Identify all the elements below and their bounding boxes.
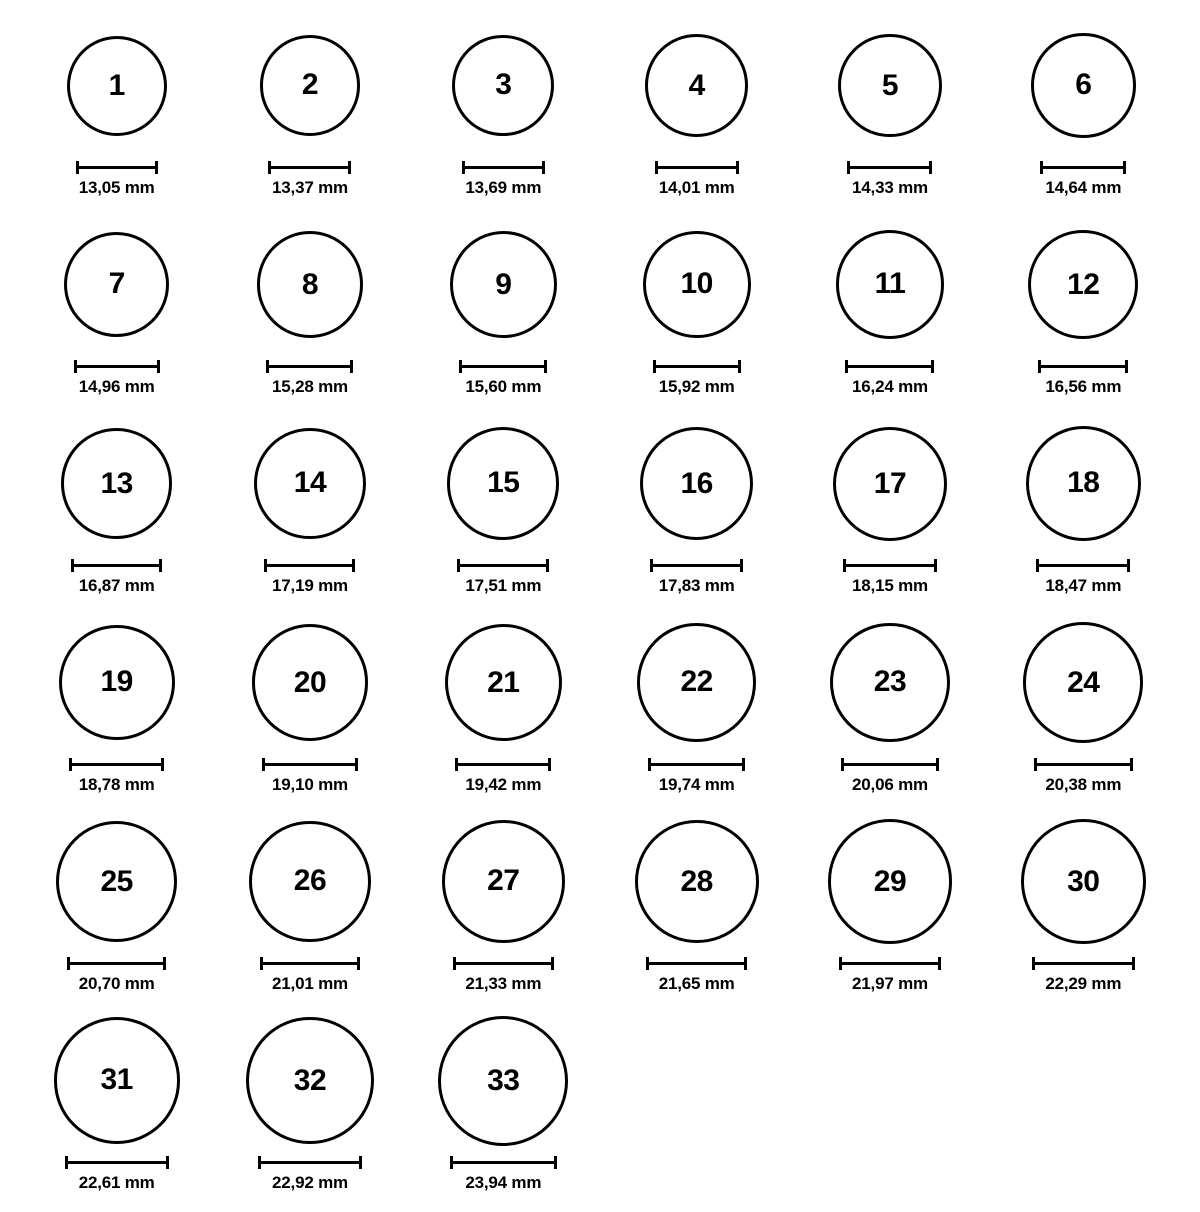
diameter-label: 13,37 mm <box>272 178 348 197</box>
ring-size-number: 19 <box>100 665 133 699</box>
ring-size-cell <box>793 416 986 615</box>
diameter-label: 22,29 mm <box>1045 974 1122 993</box>
ring-circle <box>452 35 554 137</box>
measure-cap-right-icon <box>931 360 934 373</box>
measure-cap-left-icon <box>455 758 458 771</box>
diameter-measure-bar <box>843 557 937 571</box>
measure-cap-right-icon <box>936 758 939 771</box>
ring-size-cell <box>213 18 406 217</box>
measure-cap-right-icon <box>1132 957 1135 970</box>
measure-cap-right-icon <box>548 758 551 771</box>
measure-cap-left-icon <box>453 957 456 970</box>
ring-size-number: 21 <box>487 665 520 699</box>
diameter-measure-bar <box>262 756 358 770</box>
diameter-measure-bar <box>450 1154 557 1168</box>
diameter-label: 18,15 mm <box>852 576 928 595</box>
ring-circle <box>59 625 175 741</box>
ring-circle <box>1031 33 1135 137</box>
ring-circle <box>438 1016 568 1146</box>
diameter-measure-bar <box>455 756 551 770</box>
ring-circle <box>67 36 167 136</box>
measure-cap-right-icon <box>161 758 164 771</box>
diameter-label: 19,42 mm <box>465 775 542 794</box>
diameter-measure-bar <box>67 955 166 969</box>
ring-size-number: 18 <box>1067 466 1100 500</box>
ring-size-cell <box>213 217 406 416</box>
ring-size-cell <box>987 814 1180 1013</box>
ring-circle <box>635 820 759 944</box>
ring-size-number: 23 <box>873 665 907 699</box>
ring-circle-wrap <box>1028 217 1138 352</box>
ring-circle <box>637 623 755 741</box>
diameter-measure-bar <box>847 159 932 173</box>
diameter-label: 22,92 mm <box>272 1173 348 1192</box>
diameter-label: 16,87 mm <box>78 576 155 595</box>
measure-cap-left-icon <box>457 559 460 572</box>
diameter-label: 16,56 mm <box>1045 377 1122 396</box>
ring-size-cell <box>407 18 600 217</box>
ring-size-number: 6 <box>1075 68 1092 102</box>
diameter-measure-bar <box>71 557 162 571</box>
measure-cap-left-icon <box>67 957 70 970</box>
measure-cap-left-icon <box>655 161 658 174</box>
ring-circle-wrap <box>246 1013 373 1148</box>
measure-cap-left-icon <box>1040 161 1043 174</box>
ring-circle-wrap <box>640 416 753 551</box>
measure-cap-right-icon <box>551 957 554 970</box>
diameter-label: 15,28 mm <box>272 377 348 396</box>
ring-size-number: 1 <box>108 68 125 102</box>
ring-size-number: 16 <box>680 466 713 500</box>
measure-cap-left-icon <box>646 957 649 970</box>
diameter-measure-bar <box>650 557 743 571</box>
measure-cap-right-icon <box>1127 559 1130 572</box>
diameter-measure-bar <box>646 955 747 969</box>
ring-circle-wrap <box>252 615 369 750</box>
ring-circle-wrap <box>257 217 363 352</box>
ring-circle-wrap <box>56 814 177 949</box>
measure-cap-right-icon <box>348 161 351 174</box>
diameter-label: 14,64 mm <box>1045 178 1122 197</box>
ring-circle <box>252 624 369 741</box>
ring-circle <box>61 428 172 539</box>
ring-circle-wrap <box>67 18 167 153</box>
diameter-measure-bar <box>74 358 160 372</box>
measure-cap-left-icon <box>71 559 74 572</box>
ring-circle-wrap <box>260 18 361 153</box>
ring-size-number: 32 <box>293 1063 327 1097</box>
diameter-label: 20,38 mm <box>1045 775 1122 794</box>
ring-size-cell <box>793 18 986 217</box>
ring-size-number: 4 <box>688 68 705 102</box>
measure-cap-left-icon <box>845 360 848 373</box>
diameter-label: 16,24 mm <box>852 377 928 396</box>
ring-size-number: 31 <box>100 1063 133 1097</box>
diameter-label: 21,65 mm <box>658 974 735 993</box>
ring-circle <box>1028 230 1138 340</box>
ring-size-number: 25 <box>100 864 133 898</box>
measure-cap-left-icon <box>1036 559 1039 572</box>
ring-size-number: 27 <box>487 864 520 898</box>
ring-size-number: 30 <box>1067 864 1100 898</box>
ring-size-number: 7 <box>108 267 125 301</box>
measure-cap-right-icon <box>1123 161 1126 174</box>
measure-cap-right-icon <box>352 559 355 572</box>
diameter-measure-bar <box>1036 557 1130 571</box>
ring-size-cell <box>600 217 793 416</box>
ring-circle <box>56 821 177 942</box>
diameter-measure-bar <box>453 955 554 969</box>
diameter-label: 17,51 mm <box>465 576 542 595</box>
ring-circle-wrap <box>830 615 949 750</box>
ring-size-cell <box>213 1013 406 1212</box>
diameter-label: 13,69 mm <box>465 178 542 197</box>
ring-circle <box>1026 426 1141 541</box>
diameter-measure-bar <box>1032 955 1135 969</box>
ring-circle-wrap <box>447 416 559 551</box>
diameter-measure-bar <box>76 159 158 173</box>
ring-size-number: 24 <box>1067 665 1100 699</box>
diameter-label: 14,01 mm <box>658 178 735 197</box>
ring-size-number: 29 <box>873 864 907 898</box>
ring-size-cell <box>600 18 793 217</box>
ring-circle <box>64 232 169 337</box>
ring-circle <box>249 821 371 943</box>
diameter-label: 19,74 mm <box>658 775 735 794</box>
ring-circle <box>447 427 559 539</box>
measure-cap-right-icon <box>938 957 941 970</box>
diameter-label: 14,96 mm <box>78 377 155 396</box>
ring-circle <box>828 819 953 944</box>
measure-cap-left-icon <box>459 360 462 373</box>
measure-cap-left-icon <box>264 559 267 572</box>
diameter-measure-bar <box>1040 159 1126 173</box>
ring-size-number: 26 <box>293 864 327 898</box>
ring-size-number: 17 <box>873 466 907 500</box>
measure-cap-right-icon <box>1130 758 1133 771</box>
ring-circle <box>645 34 748 137</box>
diameter-measure-bar <box>260 955 360 969</box>
measure-cap-left-icon <box>843 559 846 572</box>
measure-cap-right-icon <box>929 161 932 174</box>
ring-circle-wrap <box>59 615 175 750</box>
diameter-label: 15,60 mm <box>465 377 542 396</box>
ring-size-grid <box>20 18 1180 1212</box>
ring-circle <box>260 35 361 136</box>
measure-cap-right-icon <box>350 360 353 373</box>
ring-circle-wrap <box>254 416 365 551</box>
ring-size-cell <box>20 416 213 615</box>
ring-size-cell <box>987 18 1180 217</box>
ring-circle-wrap <box>452 18 554 153</box>
measure-cap-left-icon <box>262 758 265 771</box>
ring-circle <box>1023 622 1143 742</box>
measure-cap-left-icon <box>847 161 850 174</box>
measure-cap-left-icon <box>450 1156 453 1169</box>
ring-circle <box>1021 819 1147 945</box>
ring-size-number: 14 <box>293 466 327 500</box>
ring-circle <box>445 624 563 742</box>
ring-size-cell <box>213 615 406 814</box>
ring-size-number: 22 <box>680 665 713 699</box>
measure-cap-right-icon <box>359 1156 362 1169</box>
ring-size-cell <box>600 814 793 1013</box>
ring-circle-wrap <box>450 217 557 352</box>
ring-circle-wrap <box>828 814 953 949</box>
ring-circle <box>54 1017 180 1143</box>
diameter-measure-bar <box>65 1154 169 1168</box>
measure-cap-left-icon <box>841 758 844 771</box>
measure-cap-left-icon <box>462 161 465 174</box>
ring-size-number: 11 <box>874 267 906 301</box>
ring-size-number: 20 <box>293 665 327 699</box>
diameter-label: 18,78 mm <box>78 775 155 794</box>
diameter-measure-bar <box>459 358 547 372</box>
ring-size-cell <box>793 217 986 416</box>
ring-circle-wrap <box>249 814 371 949</box>
ring-circle-wrap <box>54 1013 180 1148</box>
measure-cap-left-icon <box>266 360 269 373</box>
ring-circle <box>830 623 949 742</box>
ring-circle-wrap <box>445 615 563 750</box>
measure-cap-left-icon <box>650 559 653 572</box>
diameter-measure-bar <box>258 1154 362 1168</box>
measure-cap-left-icon <box>1034 758 1037 771</box>
ring-size-number: 8 <box>301 267 319 301</box>
measure-cap-left-icon <box>74 360 77 373</box>
measure-cap-right-icon <box>740 559 743 572</box>
diameter-label: 17,83 mm <box>658 576 735 595</box>
measure-cap-left-icon <box>65 1156 68 1169</box>
ring-size-number: 5 <box>881 68 899 102</box>
ring-circle-wrap <box>1026 416 1141 551</box>
diameter-measure-bar <box>268 159 351 173</box>
ring-size-cell <box>20 814 213 1013</box>
ring-circle-wrap <box>1031 18 1135 153</box>
ring-circle <box>257 231 363 337</box>
measure-cap-left-icon <box>839 957 842 970</box>
ring-circle-wrap <box>1023 615 1143 750</box>
ring-size-number: 3 <box>495 68 512 102</box>
measure-cap-right-icon <box>157 360 160 373</box>
diameter-measure-bar <box>845 358 934 372</box>
ring-circle <box>640 427 753 540</box>
ring-size-number: 9 <box>495 267 512 301</box>
measure-cap-right-icon <box>357 957 360 970</box>
ring-size-cell <box>20 1013 213 1212</box>
ring-circle <box>442 820 565 943</box>
ring-circle-wrap <box>645 18 748 153</box>
measure-cap-right-icon <box>736 161 739 174</box>
diameter-measure-bar <box>839 955 941 969</box>
ring-circle <box>450 231 557 338</box>
ring-size-cell <box>20 217 213 416</box>
ring-circle-wrap <box>61 416 172 551</box>
measure-cap-right-icon <box>1125 360 1128 373</box>
measure-cap-left-icon <box>653 360 656 373</box>
ring-size-number: 28 <box>680 864 713 898</box>
diameter-label: 22,61 mm <box>78 1173 155 1192</box>
diameter-label: 19,10 mm <box>272 775 348 794</box>
diameter-label: 20,70 mm <box>78 974 155 993</box>
diameter-label: 13,05 mm <box>78 178 155 197</box>
ring-circle <box>836 230 945 339</box>
diameter-measure-bar <box>1034 756 1133 770</box>
ring-circle <box>643 231 751 339</box>
ring-size-cell <box>987 615 1180 814</box>
measure-cap-right-icon <box>542 161 545 174</box>
ring-circle-wrap <box>836 217 945 352</box>
measure-cap-right-icon <box>546 559 549 572</box>
diameter-label: 20,06 mm <box>852 775 928 794</box>
measure-cap-right-icon <box>355 758 358 771</box>
ring-size-cell <box>407 615 600 814</box>
diameter-measure-bar <box>841 756 939 770</box>
ring-size-number: 12 <box>1067 267 1100 301</box>
ring-circle-wrap <box>643 217 751 352</box>
ring-circle-wrap <box>637 615 755 750</box>
diameter-label: 21,01 mm <box>272 974 348 993</box>
ring-size-cell <box>793 814 986 1013</box>
measure-cap-left-icon <box>268 161 271 174</box>
measure-cap-left-icon <box>648 758 651 771</box>
measure-cap-right-icon <box>166 1156 169 1169</box>
ring-size-number: 13 <box>100 466 133 500</box>
diameter-measure-bar <box>457 557 549 571</box>
ring-size-cell <box>407 217 600 416</box>
measure-cap-right-icon <box>554 1156 557 1169</box>
ring-size-cell <box>600 615 793 814</box>
diameter-label: 17,19 mm <box>272 576 348 595</box>
measure-cap-left-icon <box>260 957 263 970</box>
diameter-label: 21,33 mm <box>465 974 542 993</box>
ring-circle-wrap <box>838 18 942 153</box>
ring-circle <box>838 34 942 138</box>
diameter-measure-bar <box>655 159 739 173</box>
ring-size-cell <box>213 416 406 615</box>
ring-circle-wrap <box>635 814 759 949</box>
ring-size-number: 10 <box>680 267 713 301</box>
ring-circle-wrap <box>442 814 565 949</box>
measure-cap-right-icon <box>159 559 162 572</box>
diameter-label: 18,47 mm <box>1045 576 1122 595</box>
measure-cap-right-icon <box>738 360 741 373</box>
diameter-measure-bar <box>653 358 741 372</box>
ring-circle-wrap <box>64 217 169 352</box>
ring-size-cell <box>793 615 986 814</box>
ring-size-cell <box>20 18 213 217</box>
diameter-label: 15,92 mm <box>658 377 735 396</box>
diameter-measure-bar <box>648 756 745 770</box>
ring-circle <box>254 428 365 539</box>
measure-cap-right-icon <box>744 957 747 970</box>
ring-size-cell <box>407 814 600 1013</box>
measure-cap-right-icon <box>544 360 547 373</box>
ring-size-cell <box>987 416 1180 615</box>
ring-size-cell <box>20 615 213 814</box>
diameter-measure-bar <box>1038 358 1128 372</box>
ring-size-cell <box>987 217 1180 416</box>
ring-circle <box>246 1017 373 1144</box>
ring-size-cell <box>600 416 793 615</box>
measure-cap-left-icon <box>258 1156 261 1169</box>
ring-circle-wrap <box>438 1013 568 1148</box>
measure-cap-right-icon <box>934 559 937 572</box>
ring-size-number: 2 <box>301 68 319 102</box>
measure-cap-left-icon <box>1032 957 1035 970</box>
ring-size-cell <box>407 1013 600 1212</box>
diameter-measure-bar <box>266 358 353 372</box>
measure-cap-right-icon <box>742 758 745 771</box>
diameter-measure-bar <box>462 159 545 173</box>
ring-size-cell <box>407 416 600 615</box>
ring-size-number: 15 <box>487 466 520 500</box>
measure-cap-left-icon <box>76 161 79 174</box>
ring-circle-wrap <box>833 416 947 551</box>
diameter-measure-bar <box>69 756 164 770</box>
ring-size-number: 33 <box>487 1063 520 1097</box>
diameter-label: 23,94 mm <box>465 1173 542 1192</box>
measure-cap-left-icon <box>69 758 72 771</box>
diameter-measure-bar <box>264 557 355 571</box>
diameter-label: 14,33 mm <box>852 178 928 197</box>
ring-size-cell <box>213 814 406 1013</box>
measure-cap-left-icon <box>1038 360 1041 373</box>
measure-cap-right-icon <box>163 957 166 970</box>
ring-circle <box>833 427 947 541</box>
measure-cap-right-icon <box>155 161 158 174</box>
diameter-label: 21,97 mm <box>852 974 928 993</box>
ring-circle-wrap <box>1021 814 1147 949</box>
